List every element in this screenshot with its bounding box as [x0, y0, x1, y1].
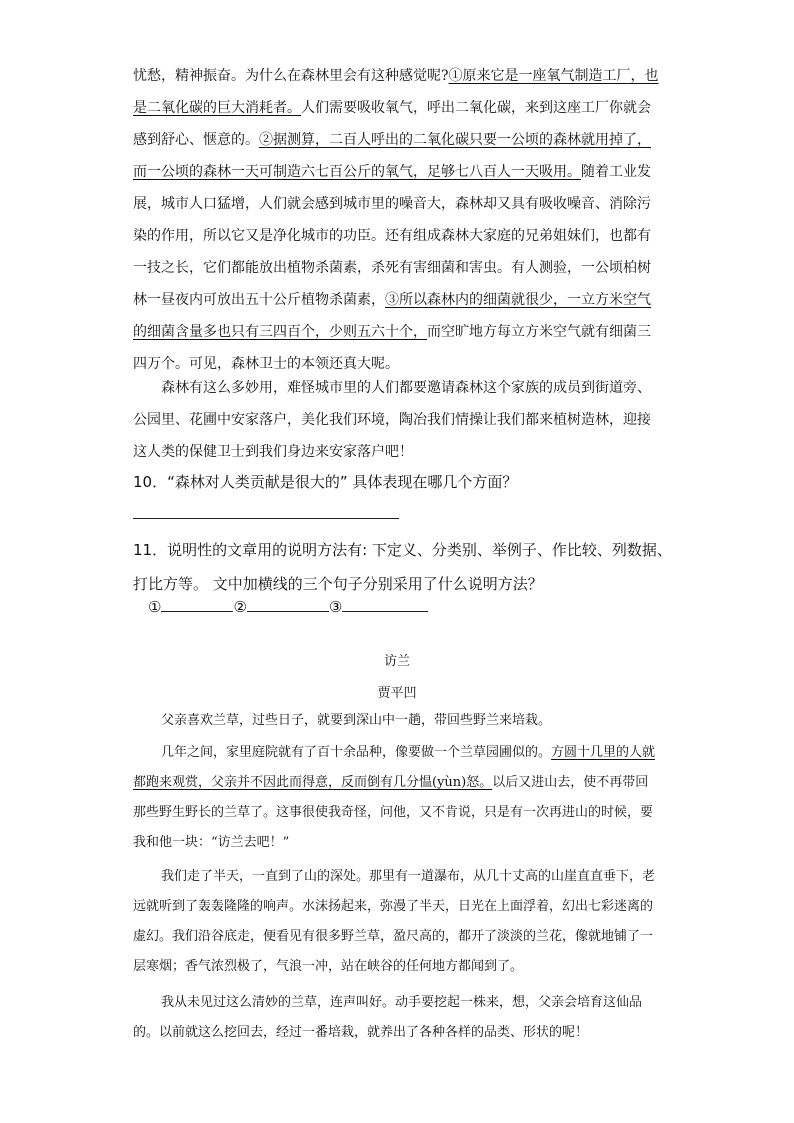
blank-label: ②: [233, 598, 247, 616]
passage2-text: 几年之间，家里庭院就有了百十余品种，像要做一个兰草园圃似的。: [161, 745, 552, 760]
question-10: 10．“森林对人类贡献是很大的” 具体表现在哪几个方面？: [133, 473, 518, 491]
blank-label: ③: [328, 598, 343, 616]
question-11: 11．说明性的文章用的说明方法有: 下定义、分类别、举例子、作比较、列数据、打比方等。 文中加横线的三个句子分别采用了什么说明方法？: [133, 541, 672, 593]
passage1-text: 而空旷地方每立方米空气就有细菌三四万个。可见，森林卫士的本领还真大呢。: [133, 324, 651, 372]
underlined-sentence-3: ③所以森林内的细菌就很少，一立方米空气的细菌含量多也只有三四百个，少则五六十个，: [133, 292, 651, 340]
passage2-paragraph1: 父亲喜欢兰草，过些日子，就要到深山中一趟，带回些野兰来培栽。: [161, 713, 552, 728]
answer-blank-2[interactable]: [247, 595, 329, 612]
passage1-text: 随着工业发展，城市人口猛增，人们就会感到城市里的噪音大，森林却又具有吸收噪音、消除污染的作用，所以它又是净化城市的功臣。还有组成森林大家庭的兄弟姐妹们，也都有一技之长，它们都能放出植物杀菌素，杀死有害细菌和害虫。有人测验，一公顷柏树林一昼夜内可放出五十公斤植物杀菌素，: [133, 164, 651, 308]
passage2-paragraph4: 我从未见过这么清妙的兰草，连声叫好。动手要挖起一株来，想，父亲会培育这仙品的。以前就这么挖回去，经过一番培栽，就养出了各种各样的品类、形状的呢！: [133, 995, 643, 1040]
passage1-paragraph1: [133, 60, 661, 380]
underlined-sentence-2: ②据测算，二百人呼出的二氧化碳只要一公顷的森林就用掉了，而一公顷的森林一天可制造六七百公斤的氧气，足够七八百人一天吸用。: [133, 132, 651, 180]
passage2-paragraph2: [133, 738, 661, 858]
passage2-text: 以后又进山去，使不再带回那些野生野长的兰草了。这事很使我奇怪，问他，又不肯说，只是有一次再进山的时候，要我和他一块：“访兰去吧！”: [133, 775, 654, 850]
passage2-title: 访兰: [383, 654, 410, 669]
blank-label: ①: [148, 598, 162, 616]
passage1-paragraph2: 森林有这么多妙用，难怪城市里的人们都要邀请森林这个家族的成员到街道旁、公园里、花圃中安家落户，美化我们环境，陶冶我们情操让我们都来植树造林，迎接这人类的保健卫士到我们身边来安家落户吧！: [133, 380, 651, 460]
answer-line-q10[interactable]: [133, 518, 399, 519]
passage1-text: 忧愁，精神振奋。为什么在森林里会有这种感觉呢?: [133, 68, 449, 84]
answer-blank-1[interactable]: [161, 595, 233, 612]
answer-blanks-q11: [148, 595, 428, 616]
underlined-sentence-1: ①原来它是一座氧气制造工厂，也是二氧化碳的巨大消耗者。: [133, 68, 659, 116]
passage2-author: 贾平凹: [377, 686, 417, 701]
passage1-text: 人们需要吸收氧气，呼出二氧化碳，来到这座工厂你就会感到舒心、惬意的。: [133, 100, 651, 148]
underlined-sentence: 方圆十几里的人就都跑来观赏，父亲并不因此而得意，反而倒有几分愠(yùn)怒。: [133, 745, 656, 790]
passage2-paragraph3: 我们走了半天，一直到了山的深处。那里有一道瀑布，从几十丈高的山崖直直垂下，老远就听到了轰轰隆隆的响声。水沫扬起来，弥漫了半天，日光在上面浮着，幻出七彩迷离的虚幻。我们沿谷底走，便看见有很多野兰草，盈尺高的，都开了淡淡的兰花，像就地铺了一层寒烟；香气浓烈极了，气浪一冲，站在峡谷的任何地方都闻到了。: [133, 869, 656, 974]
answer-blank-3[interactable]: [342, 595, 428, 612]
